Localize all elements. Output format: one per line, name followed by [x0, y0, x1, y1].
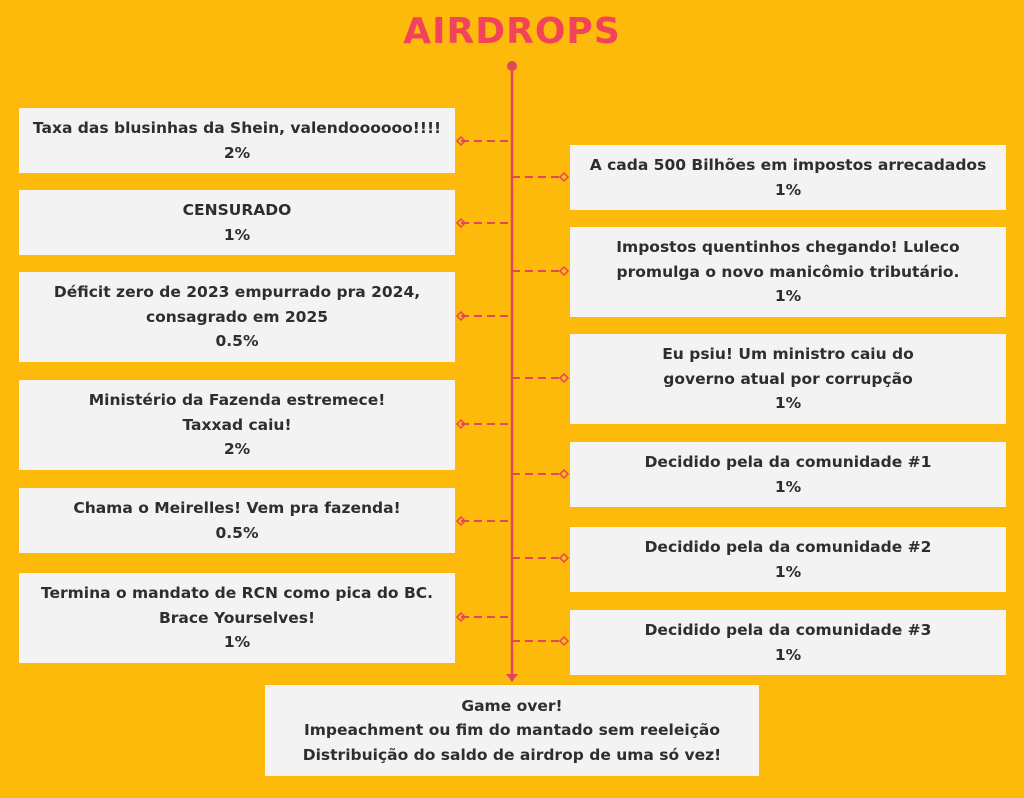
timeline-event-left-3 — [19, 272, 455, 362]
timeline-final-event — [265, 685, 759, 776]
event-text: CENSURADO — [182, 201, 292, 219]
event-text: Decidido pela da comunidade #2 — [644, 538, 932, 556]
event-percentage: 1% — [774, 645, 802, 664]
event-text-line-2: Brace Yourselves! — [158, 608, 316, 627]
event-text: A cada 500 Bilhões em impostos arrecadados — [589, 156, 987, 174]
event-percentage: 1% — [774, 562, 802, 581]
event-percentage: 2% — [223, 440, 251, 459]
final-event-line-1: Game over! — [461, 696, 563, 715]
event-text: Impostos quentinhos chegando! Luleco — [616, 238, 960, 257]
event-text: Ministério da Fazenda estremece! — [88, 391, 386, 410]
event-percentage: 1% — [223, 633, 251, 652]
event-text: Decidido pela da comunidade #3 — [644, 621, 932, 639]
event-percentage: 1% — [223, 225, 251, 244]
final-event-line-2: Impeachment ou fim do mantado sem reeleição — [303, 721, 720, 740]
final-event-line-3: Distribuição do saldo de airdrop de uma só vez! — [302, 745, 722, 764]
event-percentage: 1% — [774, 477, 802, 496]
timeline-event-left-2 — [19, 190, 455, 255]
event-text-line-2: consagrado em 2025 — [145, 307, 329, 326]
timeline-event-right-2 — [570, 227, 1006, 317]
timeline-event-left-6 — [19, 573, 455, 663]
event-text: Decidido pela da comunidade #1 — [644, 453, 932, 471]
event-text: Taxa das blusinhas da Shein, valendoooooo!!!! — [32, 119, 442, 137]
event-percentage: 0.5% — [215, 523, 259, 542]
event-text-line-2: promulga o novo manicômio tributário. — [616, 262, 960, 281]
timeline-event-right-1 — [570, 145, 1006, 210]
event-percentage: 2% — [223, 143, 251, 162]
event-text: Chama o Meirelles! Vem pra fazenda! — [73, 499, 401, 517]
event-text-line-2: Taxxad caiu! — [182, 415, 292, 434]
page-title: AIRDROPS — [403, 11, 621, 52]
timeline-start-dot — [507, 61, 517, 71]
event-text: Déficit zero de 2023 empurrado pra 2024, — [53, 283, 421, 302]
timeline-end-arrow — [506, 674, 518, 682]
timeline-event-right-4 — [570, 442, 1006, 507]
event-text-line-2: governo atual por corrupção — [663, 369, 913, 388]
event-text: Termina o mandato de RCN como pica do BC. — [40, 584, 434, 603]
event-text: Eu psiu! Um ministro caiu do — [662, 345, 914, 364]
timeline-event-right-6 — [570, 610, 1006, 675]
timeline-event-right-3 — [570, 334, 1006, 424]
timeline-event-left-5 — [19, 488, 455, 553]
timeline-event-left-1 — [19, 108, 455, 173]
event-percentage: 1% — [774, 287, 802, 306]
event-percentage: 1% — [774, 394, 802, 413]
timeline-event-right-5 — [570, 527, 1006, 592]
event-percentage: 0.5% — [215, 332, 259, 351]
timeline-event-left-4 — [19, 380, 455, 470]
event-percentage: 1% — [774, 180, 802, 199]
